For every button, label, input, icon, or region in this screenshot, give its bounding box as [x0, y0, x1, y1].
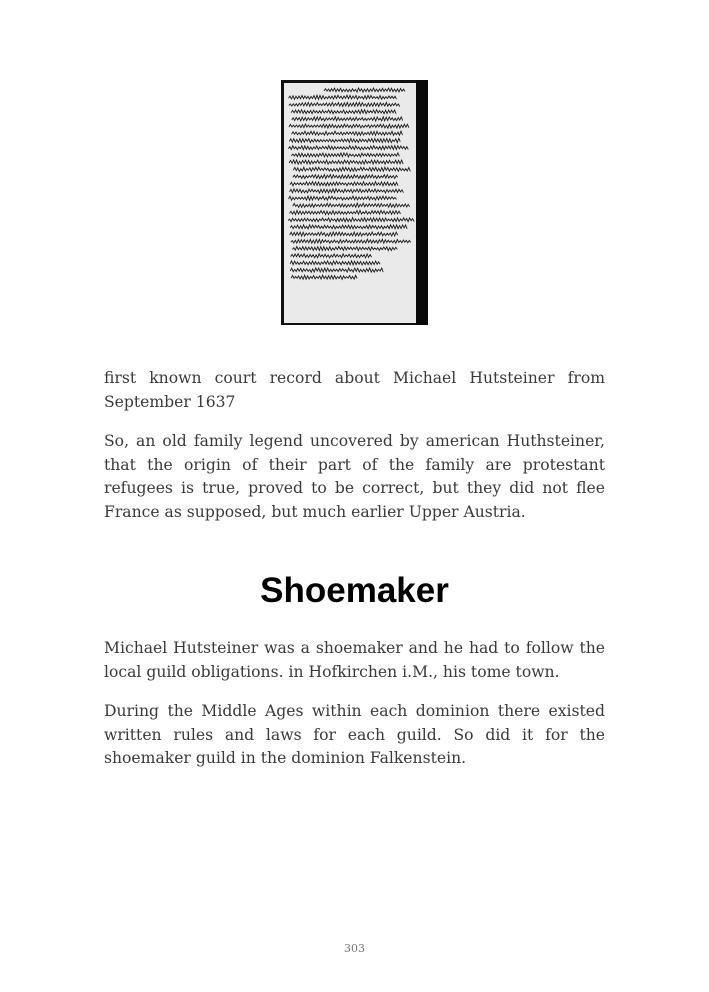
handwriting-line: [289, 138, 400, 142]
handwriting-line: [292, 247, 397, 251]
handwriting-line: [291, 110, 396, 114]
section-heading: Shoemaker: [260, 571, 449, 610]
page-number: 303: [344, 942, 365, 955]
handwriting-line: [290, 232, 398, 236]
handwriting-line: [289, 124, 409, 128]
manuscript-page: [284, 83, 416, 323]
handwriting-line: [292, 131, 403, 135]
handwriting-line: [288, 218, 414, 222]
paragraph-shoemaker: Michael Hutsteiner was a shoemaker and he had to follow the local guild obligations. in Hofkirchen i.M., his tome town.: [104, 639, 605, 681]
handwriting-line: [289, 160, 403, 164]
handwriting-line: [293, 167, 410, 171]
handwriting-line: [293, 203, 410, 207]
handwriting-line: [290, 182, 398, 186]
handwriting-lines: [284, 83, 416, 323]
handwriting-line: [293, 175, 398, 179]
paragraph-guild: During the Middle Ages within each dominion there existed written rules and laws for each guild. So did it for the shoemaker guild in the dominion Falkenstein.: [104, 702, 605, 767]
handwriting-line: [291, 153, 399, 157]
figure-caption: first known court record about Michael Hutsteiner from September 1637: [104, 369, 605, 411]
manuscript-image: [281, 80, 428, 325]
handwriting-line: [290, 225, 407, 229]
handwriting-line: [290, 268, 383, 272]
handwriting-line: [291, 254, 372, 258]
handwriting-line: [289, 95, 397, 99]
handwriting-line: [288, 146, 408, 150]
handwriting-line: [291, 275, 357, 279]
handwriting-line: [291, 239, 411, 243]
manuscript-edge: [416, 80, 428, 325]
handwriting-line: [289, 102, 400, 106]
handwriting-line: [290, 189, 404, 193]
handwriting-line: [290, 261, 380, 265]
handwriting-line: [324, 88, 405, 92]
paragraph-legend: So, an old family legend uncovered by american Huthsteiner, that the origin of their part of the family are protestant refugees is true, proved to be correct, but they did not flee France as supposed, but much earlier Upper Austria.: [104, 432, 605, 521]
handwriting-line: [290, 210, 401, 214]
handwriting-line: [289, 196, 397, 200]
handwriting-line: [292, 117, 403, 121]
